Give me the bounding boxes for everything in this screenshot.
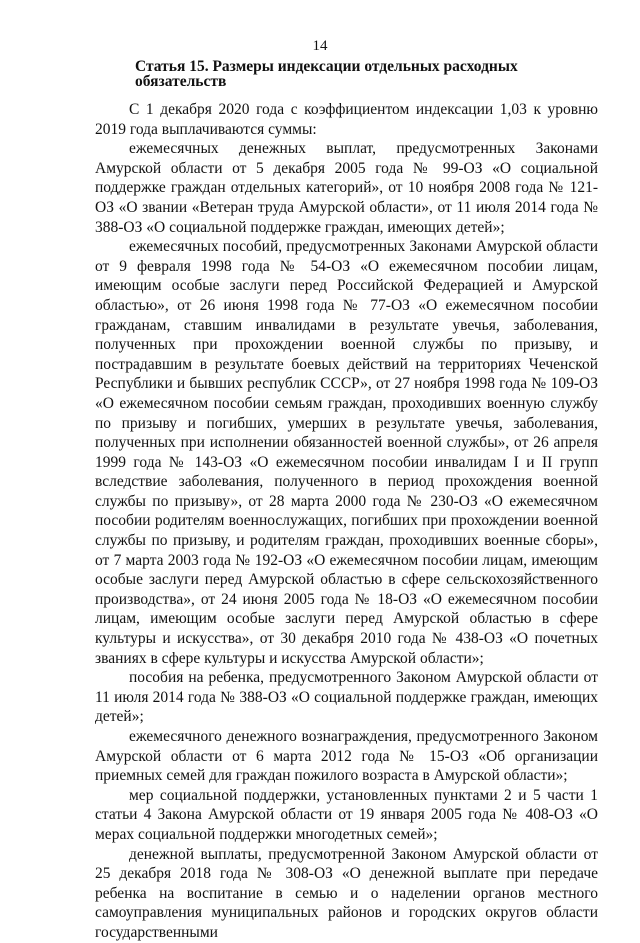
paragraph: пособия на ребенка, предусмотренного Законом Амурской области от 11 июля 2014 года № 388-ОЗ «О социальной поддержке граждан, имеющих детей»; xyxy=(95,669,598,726)
paragraph: С 1 декабря 2020 года с коэффициентом индексации 1,03 к уровню 2019 года выплачиваются суммы: xyxy=(95,101,598,138)
page-number: 14 xyxy=(312,38,328,54)
paragraph: ежемесячных пособий, предусмотренных Законами Амурской области от 9 февраля 1998 года № 54-ОЗ «О ежемесячном пособии лицам, имеющим особые заслуги перед Российской Федерацией и Амурской областью», от 26 июня 1998 года № 77-ОЗ «О ежемесячном пособии гражданам, ставшим инвалидами в результате увечья, заболевания, полученных при прохождении военной службы по призыву, и пострадавшим в результате боевых действий на территориях Чеченской Республики и бывших республик СССР», от 27 ноября 1998 года № 109-ОЗ «О ежемесячном пособии семьям граждан, проходивших военную службу по призыву и погибших, умерших в результате увечья, заболевания, полученных при исполнении обязанностей военной службы», от 26 апреля 1999 года № 143-ОЗ «О ежемесячном пособии инвалидам I и II групп вследствие заболевания, полученного в период прохождения военной службы по призыву», от 28 марта 2000 года № 230-ОЗ «О ежемесячном пособии родителям военнослужащих, погибших при прохождении военной службы по призыву, и родителям граждан, проходивших военные сборы», от 7 марта 2003 года № 192-ОЗ «О ежемесячном пособии лицам, имеющим особые заслуги перед Амурской областью в сфере сельскохозяйственного производства», от 24 июня 2005 года № 18-ОЗ «О ежемесячном пособии лицам, имеющим особые заслуги перед Амурской областью в сфере культуры и искусства», от 30 декабря 2010 года № 438-ОЗ «О почетных званиях в сфере культуры и искусства Амурской области»; xyxy=(95,238,598,667)
paragraph: мер социальной поддержки, установленных пунктами 2 и 5 части 1 статьи 4 Закона Амурской области от 19 января 2005 года № 408-ОЗ «О мерах социальной поддержки многодетных семей»; xyxy=(95,786,598,843)
article-body xyxy=(95,100,598,943)
paragraph: ежемесячного денежного вознаграждения, предусмотренного Законом Амурской области от 6 марта 2012 года № 15-ОЗ «Об организации приемных семей для граждан пожилого возраста в Амурской области»; xyxy=(95,728,598,785)
article-title: Статья 15. Размеры индексации отдельных расходных обязательств xyxy=(135,58,518,90)
paragraph: денежной выплаты, предусмотренной Законом Амурской области от 25 декабря 2018 года № 308-ОЗ «О денежной выплате при передаче ребенка на воспитание в семью и о наделении органов местного самоуправления муниципальных районов и городских округов области государственными xyxy=(95,845,598,941)
paragraph: ежемесячных денежных выплат, предусмотренных Законами Амурской области от 5 декабря 2005 года № 99-ОЗ «О социальной поддержке граждан отдельных категорий», от 10 ноября 2008 года № 121-ОЗ «О звании «Ветеран труда Амурской области», от 11 июля 2014 года № 388-ОЗ «О социальной поддержке граждан, имеющих детей»; xyxy=(95,140,598,236)
